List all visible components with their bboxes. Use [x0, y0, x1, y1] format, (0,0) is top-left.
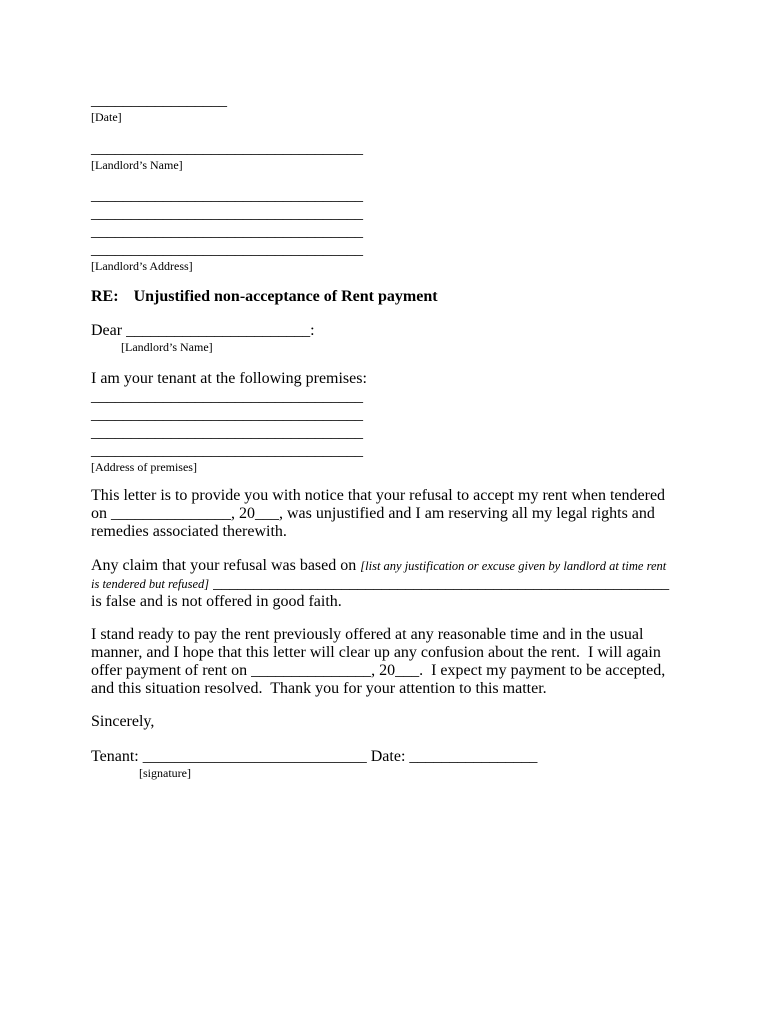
premises-address-blank-line: __________________________________	[91, 406, 363, 423]
signature-block	[91, 748, 676, 781]
landlord-name-block	[91, 140, 676, 173]
date-blank-line: _________________	[91, 92, 227, 109]
dear-line: Dear _______________________:	[91, 322, 315, 339]
premises-block	[91, 370, 676, 475]
landlord-address-label: [Landlord’s Address]	[91, 259, 193, 273]
salutation-landlord-name-label: [Landlord’s Name]	[121, 340, 213, 354]
premises-intro: I am your tenant at the following premises:	[91, 370, 367, 387]
landlord-address-block	[91, 187, 676, 274]
landlord-address-blank-line: __________________________________	[91, 187, 363, 204]
landlord-name-blank-line: __________________________________	[91, 140, 363, 157]
landlord-address-blank-line: __________________________________	[91, 241, 363, 258]
landlord-address-blank-line: __________________________________	[91, 205, 363, 222]
salutation-block	[91, 322, 676, 355]
subject-title: Unjustified non-acceptance of Rent payment	[133, 288, 438, 305]
re-prefix: RE:	[91, 288, 119, 305]
tenant-date-line: Tenant: ____________________________ Date: ________________	[91, 748, 538, 765]
landlord-address-blank-line: __________________________________	[91, 223, 363, 240]
date-block	[91, 92, 676, 125]
signature-label: [signature]	[139, 766, 191, 780]
paragraph-refusal-claim	[91, 557, 676, 611]
paragraph-ready-to-pay: I stand ready to pay the rent previously offered at any reasonable time and in the usual manner, and I hope that this letter will clear up any confusion about the rent. I will again offer payment of rent on _______________, 20___. I expect my payment to be accepted, and this situation resolved. Thank you for your attention to this matter.	[91, 626, 670, 697]
sincerely-line: Sincerely,	[91, 713, 155, 730]
premises-address-label: [Address of premises]	[91, 460, 197, 474]
paragraph-refusal-claim-text-2: _________________________________________________________ is false and is not offered in good faith.	[91, 575, 674, 610]
date-label: [Date]	[91, 110, 122, 124]
premises-address-blank-line: __________________________________	[91, 388, 363, 405]
paragraph-notice: This letter is to provide you with notice that your refusal to accept my rent when tendered on _______________, 20___, was unjustified and I am reserving all my legal rights and remedies associated therewith.	[91, 487, 670, 540]
subject-line	[91, 288, 676, 306]
paragraph-refusal-claim-italic-note: [list any justification or excuse given by landlord at time rent is tendered but refused]	[91, 559, 670, 591]
landlord-name-label: [Landlord’s Name]	[91, 158, 183, 172]
premises-address-blank-line: __________________________________	[91, 424, 363, 441]
paragraph-refusal-claim-text-1: Any claim that your refusal was based on	[91, 557, 361, 574]
premises-address-blank-line: __________________________________	[91, 442, 363, 459]
